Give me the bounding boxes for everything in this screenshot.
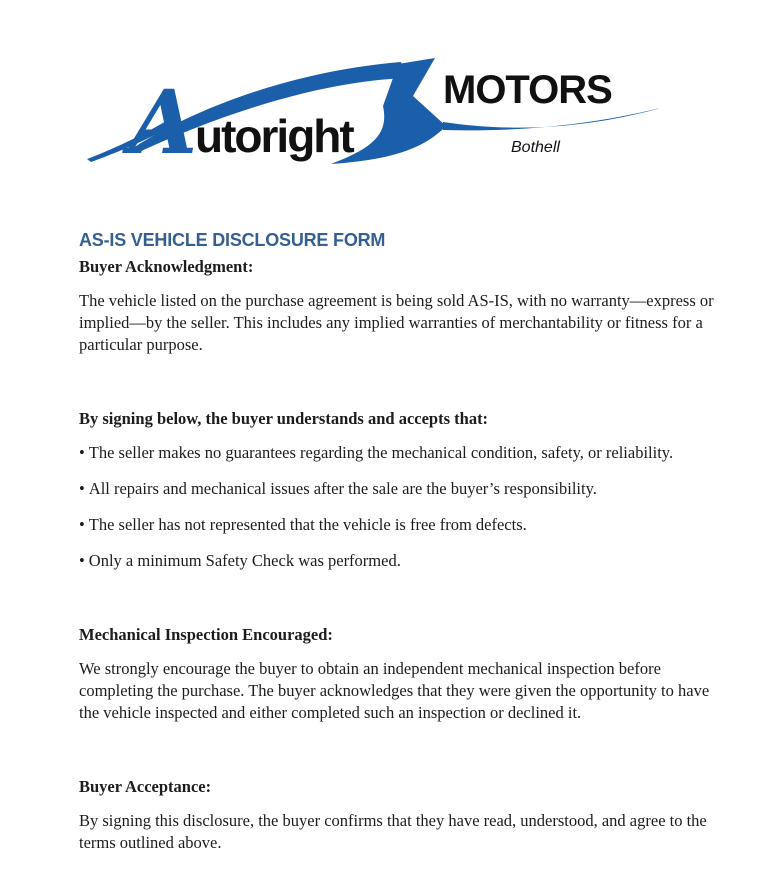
- bullet-item: [79, 478, 727, 500]
- bullet-icon: •: [79, 443, 85, 462]
- logo-letter-a: A: [129, 70, 198, 166]
- section-buyer-acknowledgment: [79, 256, 727, 356]
- section-buyer-understandings: [79, 408, 727, 572]
- paragraph-buyer-acceptance: By signing this disclosure, the buyer confirms that they have read, understood, and agree to the terms outlined above.: [79, 811, 707, 852]
- logo-motors-text: MOTORS: [443, 68, 612, 112]
- bullet-item: [79, 442, 727, 464]
- bullet-icon: •: [79, 551, 85, 570]
- bullet-icon: •: [79, 479, 85, 498]
- section-mechanical-inspection: [79, 624, 727, 724]
- bullet-icon: •: [79, 515, 85, 534]
- logo-brand-text: utoright: [195, 110, 353, 162]
- section-heading-mechanical-inspection: Mechanical Inspection Encouraged:: [79, 625, 333, 644]
- section-buyer-acceptance: [79, 776, 727, 854]
- document-content: [79, 228, 727, 854]
- document-title: AS-IS VEHICLE DISCLOSURE FORM: [79, 230, 386, 250]
- logo: [83, 58, 719, 166]
- logo-location-text: Bothell: [511, 139, 560, 156]
- bullet-item: [79, 514, 727, 536]
- section-heading-buyer-acknowledgment: Buyer Acknowledgment:: [79, 257, 254, 276]
- autoright-motors-logo-icon: [83, 58, 658, 166]
- bullet-text: Only a minimum Safety Check was performed.: [88, 551, 401, 570]
- bullet-text: The seller makes no guarantees regarding the mechanical condition, safety, or reliability.: [88, 443, 674, 462]
- bullet-text: All repairs and mechanical issues after the sale are the buyer’s responsibility.: [88, 479, 597, 498]
- section-heading-buyer-understandings: By signing below, the buyer understands and accepts that:: [79, 409, 489, 428]
- bullet-text: The seller has not represented that the vehicle is free from defects.: [88, 515, 527, 534]
- section-heading-buyer-acceptance: Buyer Acceptance:: [79, 777, 212, 796]
- paragraph-buyer-acknowledgment: The vehicle listed on the purchase agreement is being sold AS-IS, with no warranty—express or implied—by the seller. This includes any implied warranties of merchantability or fitness for a particular purpose.: [79, 291, 714, 354]
- bullet-item: [79, 550, 727, 572]
- paragraph-mechanical-inspection: We strongly encourage the buyer to obtain an independent mechanical inspection before completing the purchase. The buyer acknowledges that they were given the opportunity to have the vehicle inspected and either completed such an inspection or declined it.: [79, 659, 710, 722]
